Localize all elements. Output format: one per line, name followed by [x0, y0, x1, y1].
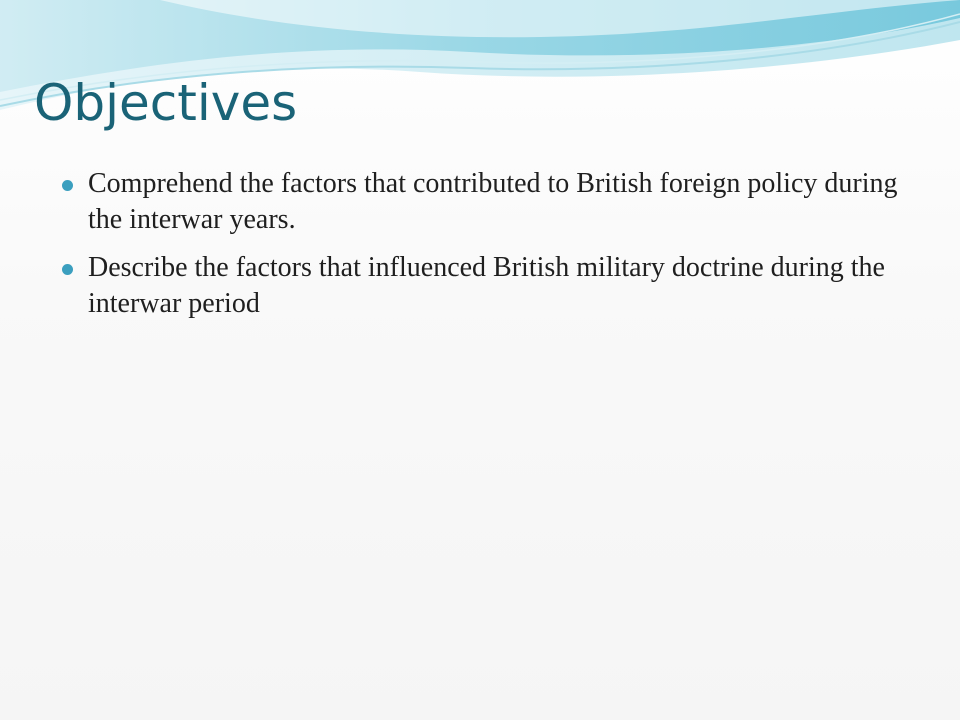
bullet-text: Describe the factors that influenced British military doctrine during the interwar period: [88, 252, 885, 319]
bullet-dot-icon: [62, 180, 73, 191]
slide-title: Objectives: [34, 74, 298, 132]
bullet-item: [62, 166, 902, 238]
bullet-list: [62, 166, 902, 334]
bullet-text: Comprehend the factors that contributed to British foreign policy during the interwar years.: [88, 168, 898, 235]
bullet-item: [62, 250, 902, 322]
bullet-dot-icon: [62, 264, 73, 275]
